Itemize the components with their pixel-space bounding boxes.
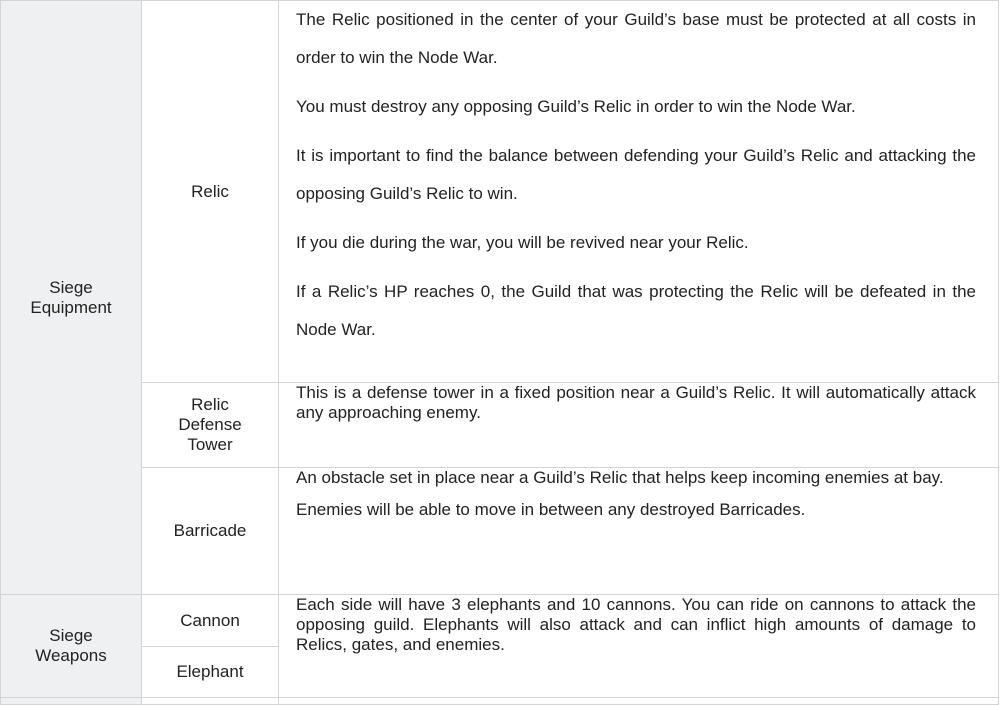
item-label: Barricade: [173, 521, 247, 540]
item-description-siege-weapons: [279, 595, 999, 698]
category-label-line: Equipment: [30, 297, 112, 317]
item-label-line: Defense: [178, 415, 242, 434]
table-row-relic-defense-tower: [1, 383, 999, 468]
item-name-relic-defense-tower: [142, 383, 279, 468]
description-paragraph: This is a defense tower in a fixed position near a Guild’s Relic. It will automatically attack any approaching enemy.: [296, 383, 976, 422]
item-name-elephant: [142, 647, 279, 698]
description-paragraph: Each side will have 3 elephants and 10 cannons. You can ride on cannons to attack the opposing guild. Elephants will also attack and can inflict high amounts of damage to Relics, gates, and enemies.: [296, 595, 976, 654]
category-siege-equipment: [1, 1, 142, 595]
description-paragraph: An obstacle set in place near a Guild’s Relic that helps keep incoming enemies at bay.: [296, 468, 944, 487]
item-label-line: Relic: [191, 395, 229, 414]
item-label-line: Tower: [187, 435, 233, 454]
table-row-barricade: [1, 468, 999, 595]
item-name-cannon: [142, 595, 279, 647]
description-paragraph: The Relic positioned in the center of your Guild’s base must be protected at all costs in order to win the Node War.: [296, 10, 976, 67]
description-paragraph: Enemies will be able to move in between any destroyed Barricades.: [296, 500, 806, 519]
item-description-barricade: [279, 468, 999, 595]
item-name-relic: [142, 1, 279, 383]
description-paragraph: If you die during the war, you will be revived near your Relic.: [296, 233, 749, 252]
table-row-partial: [1, 698, 999, 705]
item-name-barricade: [142, 468, 279, 595]
partial-cell: [279, 698, 999, 705]
partial-cell: [1, 698, 142, 705]
category-label-line: Siege: [49, 626, 93, 645]
description-paragraph: If a Relic’s HP reaches 0, the Guild that was protecting the Relic will be defeated in the Node War.: [296, 282, 976, 339]
item-label: Relic: [191, 181, 229, 201]
description-paragraph: It is important to find the balance between defending your Guild’s Relic and attacking the opposing Guild’s Relic to win.: [296, 146, 976, 203]
category-label-line: Weapons: [35, 646, 107, 665]
category-siege-weapons: [1, 595, 142, 698]
table-row-relic: [1, 1, 999, 383]
category-label-line: Siege: [49, 277, 93, 297]
item-description-relic: [279, 1, 999, 383]
item-description-relic-defense-tower: [279, 383, 999, 468]
item-label: Cannon: [180, 610, 240, 630]
partial-cell: [142, 698, 279, 705]
description-paragraph: You must destroy any opposing Guild’s Relic in order to win the Node War.: [296, 97, 856, 116]
item-label: Elephant: [176, 662, 244, 681]
table-row-cannon: [1, 595, 999, 647]
